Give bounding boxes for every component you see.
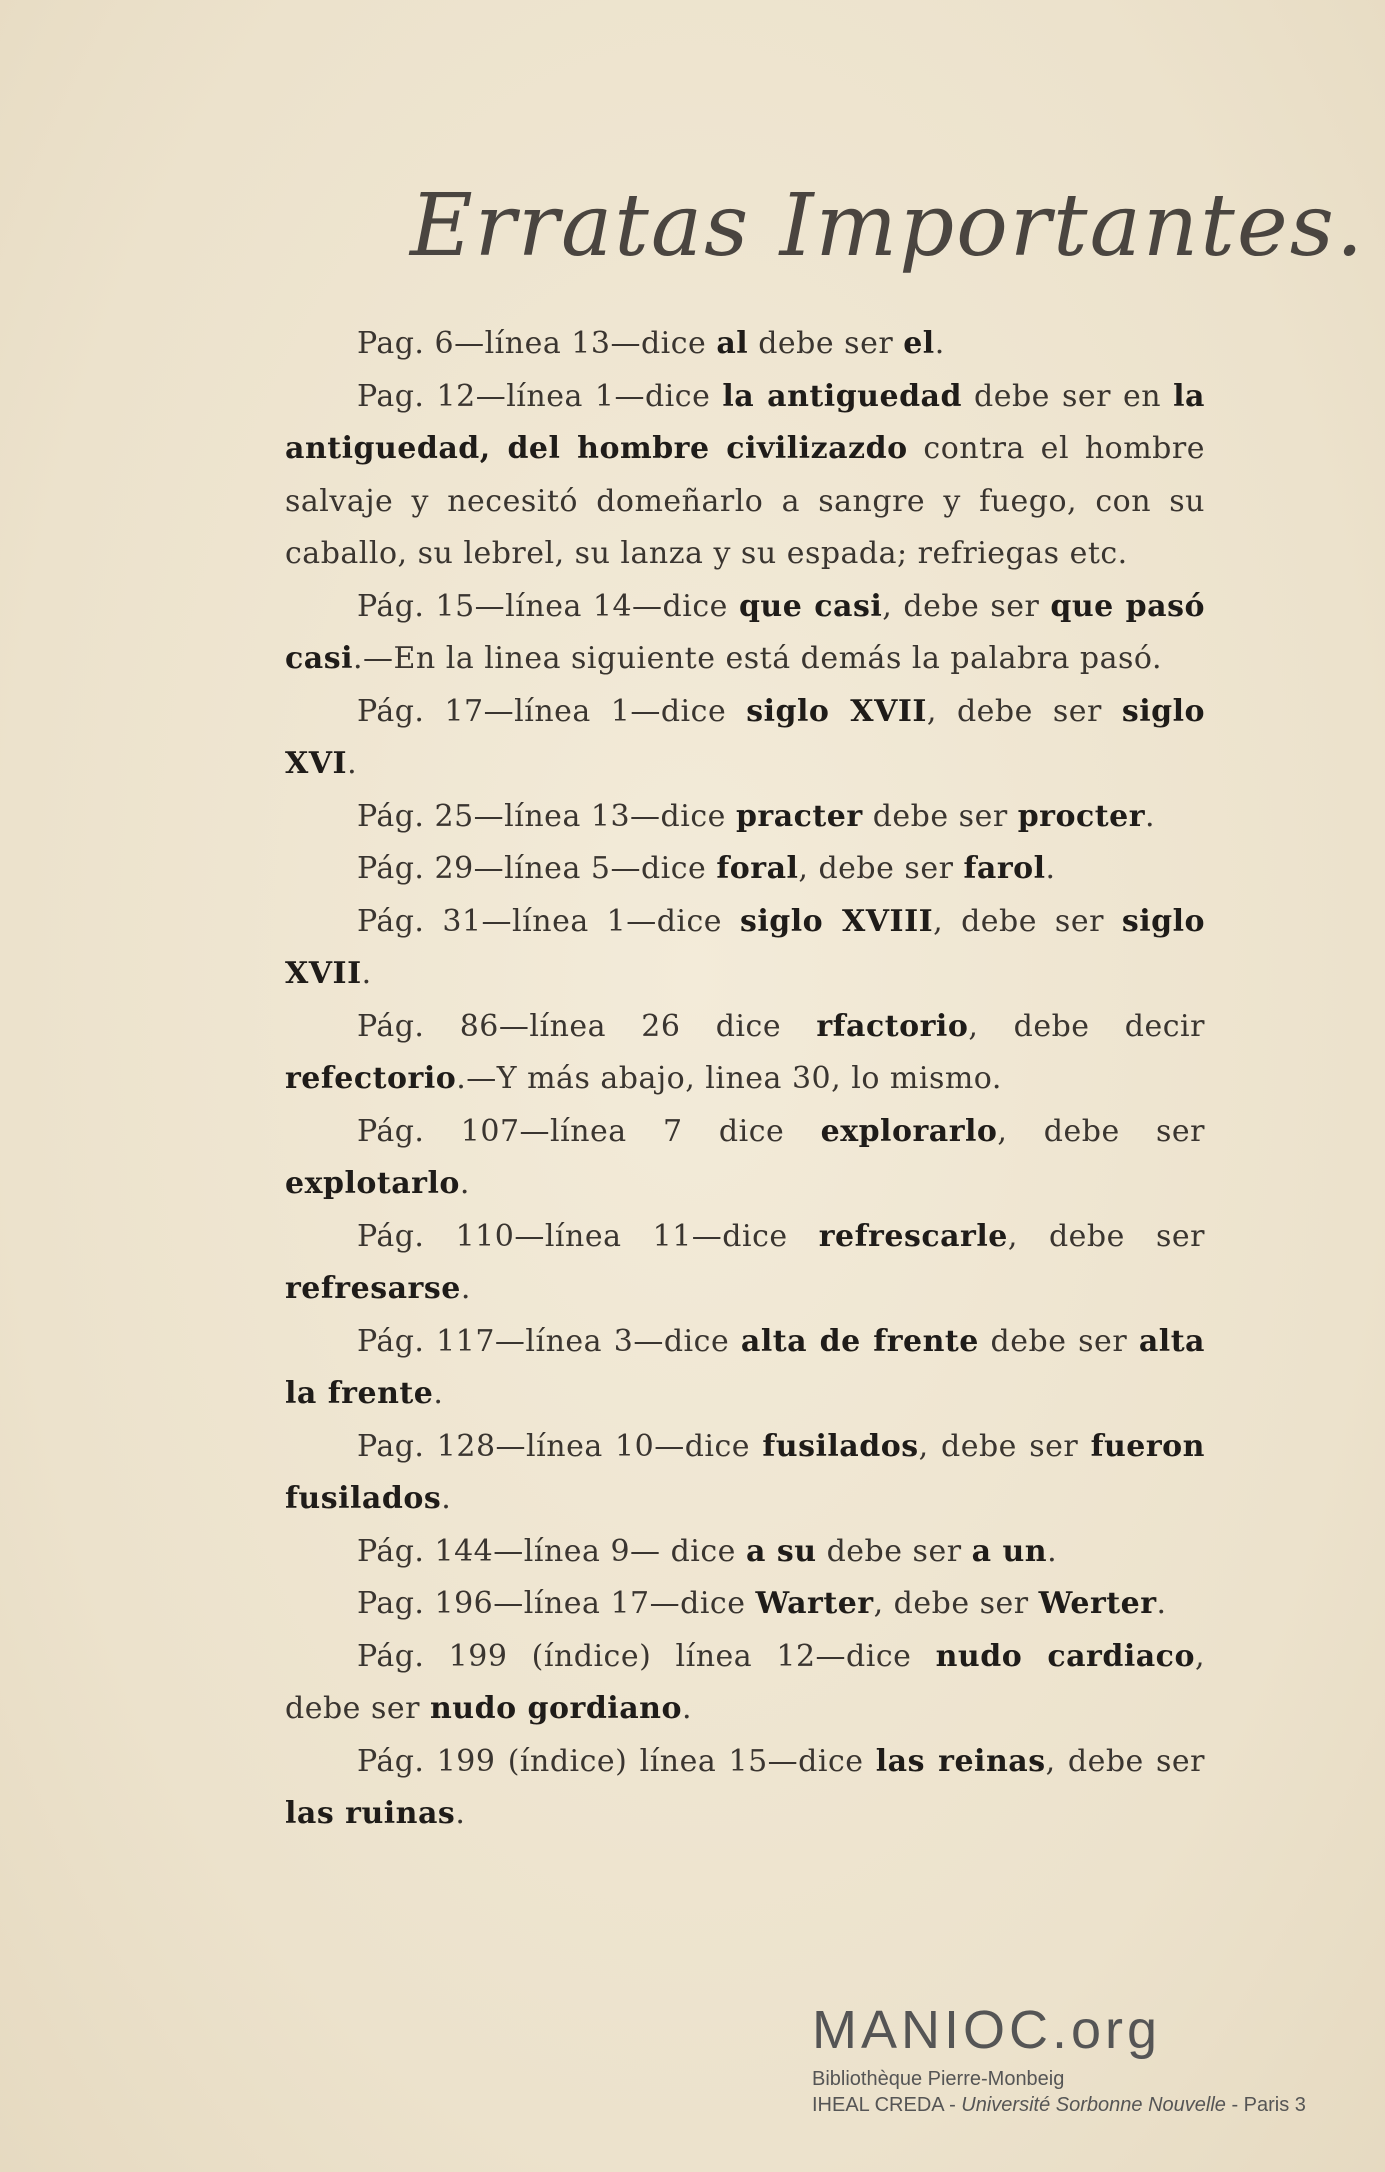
entry-text: . — [361, 956, 372, 991]
correct-text: explotarlo — [285, 1166, 460, 1201]
errata-entry — [285, 1631, 1205, 1736]
entry-text: contra el hombre salvaje y necesitó domeñarlo a sangre y fuego, con su caballo, su lebrel, su lanza y su espada; refriegas etc. — [285, 431, 1205, 571]
wrong-text: Warter — [755, 1586, 874, 1621]
wrong-text: foral — [716, 851, 799, 886]
institution-suffix: - Paris 3 — [1225, 2094, 1306, 2116]
correct-text: Werter — [1038, 1586, 1157, 1621]
wrong-text: explorarlo — [820, 1113, 998, 1149]
entry-text: .—En la linea siguiente está demás la palabra pasó. — [353, 641, 1162, 676]
entry-text: . — [1156, 1586, 1167, 1621]
entry-text: .—Y más abajo, linea 30, lo mismo. — [456, 1061, 1002, 1096]
entry-text: Pág. 199 (índice) línea 12—dice — [357, 1638, 936, 1674]
entry-text: , debe ser — [285, 1638, 1205, 1726]
handwritten-heading — [400, 160, 1366, 310]
entry-text: , debe ser — [933, 903, 1122, 939]
entry-text: debe ser — [816, 1533, 972, 1569]
entry-text: . — [347, 746, 358, 781]
entry-text: Pág. 31—línea 1—dice — [357, 903, 740, 939]
entry-text: , debe ser — [873, 1586, 1039, 1621]
errata-entry — [285, 318, 1205, 371]
wrong-text: la antiguedad — [722, 378, 962, 414]
entry-text: . — [455, 1796, 466, 1831]
entry-text: Pág. 29—línea 5—dice — [357, 851, 717, 886]
wrong-text: siglo XVII — [746, 693, 927, 729]
errata-entry — [285, 1001, 1205, 1106]
correct-text: farol — [963, 851, 1046, 886]
errata-entry — [285, 1211, 1205, 1316]
errata-entry — [285, 1421, 1205, 1526]
wrong-text: las reinas — [875, 1743, 1046, 1779]
correct-text: refresarse — [285, 1271, 461, 1306]
entry-text: Pag. 196—línea 17—dice — [357, 1586, 756, 1621]
correct-text: la antiguedad, del hombre civilizazdo — [285, 378, 1205, 466]
entry-text: Pág. 117—línea 3—dice — [357, 1323, 741, 1359]
entry-text: . — [934, 326, 945, 361]
footer-credit — [812, 2000, 1372, 2118]
errata-entry — [285, 1736, 1205, 1841]
correct-text: nudo gordiano — [429, 1691, 682, 1726]
errata-entry — [285, 1526, 1205, 1579]
institution-name — [812, 2092, 1372, 2118]
wrong-text: refrescarle — [818, 1218, 1008, 1254]
errata-entry — [285, 371, 1205, 581]
entry-text: , debe decir — [968, 1008, 1205, 1044]
entry-text: Pag. 12—línea 1—dice — [357, 378, 723, 414]
entry-text: debe ser — [748, 326, 904, 361]
wrong-text: a su — [745, 1533, 817, 1569]
heading-text: Erratas Importantes. — [410, 176, 1366, 276]
wrong-text: fusilados — [762, 1428, 919, 1464]
correct-text: refectorio — [285, 1061, 457, 1096]
entry-text: . — [1045, 851, 1056, 886]
entry-text: . — [433, 1376, 444, 1411]
entry-text: . — [1047, 1533, 1058, 1569]
errata-entry — [285, 686, 1205, 791]
entry-text: Pag. 128—línea 10—dice — [357, 1428, 763, 1464]
errata-entry — [285, 843, 1205, 896]
institution-prefix: IHEAL CREDA - — [812, 2094, 962, 2116]
correct-text: que pasó casi — [285, 588, 1205, 676]
wrong-text: al — [716, 326, 749, 361]
entry-text: Pág. 107—línea 7 dice — [357, 1113, 821, 1149]
wrong-text: siglo XVIII — [739, 903, 934, 939]
wrong-text: que casi — [738, 588, 883, 624]
correct-text: las ruinas — [285, 1796, 456, 1831]
entry-text: . — [1145, 798, 1156, 834]
entry-text: . — [459, 1166, 470, 1201]
entry-text: Pág. 110—línea 11—dice — [357, 1218, 819, 1254]
entry-text: , debe ser — [1045, 1743, 1206, 1779]
correct-text: fueron fusilados — [285, 1428, 1205, 1516]
library-name: Bibliothèque Pierre-Monbeig — [812, 2068, 1065, 2090]
errata-entry — [285, 896, 1205, 1001]
errata-entry — [285, 581, 1205, 686]
entry-text: . — [441, 1481, 452, 1516]
errata-entry — [285, 791, 1205, 844]
entry-text: , debe ser — [882, 588, 1051, 624]
wrong-text: practer — [735, 798, 863, 834]
wrong-text: rfactorio — [816, 1008, 969, 1044]
entry-text: Pag. 6—línea 13—dice — [357, 326, 717, 361]
institution-italic: Université Sorbonne Nouvelle — [961, 2094, 1226, 2116]
entry-text: , debe ser — [1007, 1218, 1205, 1254]
entry-text: . — [681, 1691, 693, 1726]
entry-text: . — [460, 1271, 471, 1306]
correct-text: siglo XVII — [285, 903, 1206, 991]
correct-text: procter — [1017, 798, 1146, 834]
entry-text: debe ser en — [961, 378, 1174, 414]
manioc-logo: MANIOC.org — [812, 2000, 1162, 2060]
entry-text: Pág. 144—línea 9— dice — [357, 1533, 746, 1569]
wrong-text: nudo cardiaco — [935, 1638, 1195, 1674]
correct-text: siglo XVI — [285, 693, 1206, 781]
entry-text: , debe ser — [918, 1428, 1091, 1464]
correct-text: el — [903, 326, 935, 361]
errata-entry — [285, 1106, 1205, 1211]
errata-entry — [285, 1578, 1205, 1631]
entry-text: , debe ser — [798, 851, 964, 886]
entry-text: debe ser — [978, 1323, 1139, 1359]
entry-text: debe ser — [862, 798, 1018, 834]
entry-text: Pág. 199 (índice) línea 15—dice — [357, 1743, 876, 1779]
errata-list — [285, 318, 1205, 1841]
entry-text: Pág. 17—línea 1—dice — [357, 693, 747, 729]
entry-text: Pág. 15—línea 14—dice — [357, 588, 739, 624]
heading-script — [400, 160, 1366, 310]
correct-text: alta la frente — [285, 1323, 1205, 1411]
errata-entry — [285, 1316, 1205, 1421]
entry-text: Pág. 25—línea 13—dice — [357, 798, 736, 834]
entry-text: , debe ser — [926, 693, 1122, 729]
wrong-text: alta de frente — [740, 1323, 979, 1359]
correct-text: a un — [971, 1533, 1048, 1569]
entry-text: , debe ser — [997, 1113, 1206, 1149]
entry-text: Pág. 86—línea 26 dice — [357, 1008, 817, 1044]
